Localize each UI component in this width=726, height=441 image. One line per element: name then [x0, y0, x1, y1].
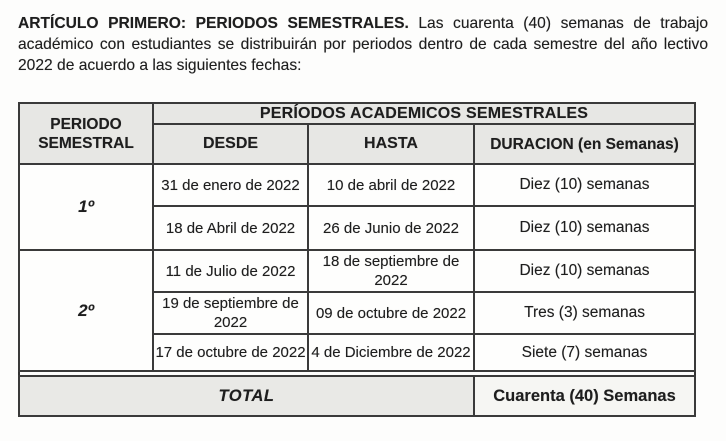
cell-p1r1-hasta: 10 de abril de 2022 [308, 164, 474, 206]
header-periodos-academicos-semestrales: PERÍODOS ACADEMICOS SEMESTRALES [153, 103, 695, 124]
cell-p2r1-hasta: 18 de septiembre de 2022 [308, 250, 474, 292]
intro-paragraph [0, 0, 726, 76]
cell-p1r2-duracion: Diez (10) semanas [474, 206, 695, 250]
table-row [19, 250, 695, 292]
cell-p2r2-desde: 19 de septiembre de 2022 [153, 292, 308, 334]
intro-paragraph-body: Las cuarenta (40) semanas de trabajo académico con estudiantes se distribuirán por periodos dentro de cada semestre del año lectivo 2022 de acuerdo a las siguientes fechas: [18, 15, 708, 74]
total-label: TOTAL [19, 376, 474, 416]
cell-period-2-label: 2º [19, 250, 153, 371]
header-desde: DESDE [153, 124, 308, 164]
table-row [19, 164, 695, 206]
cell-p1r2-hasta: 26 de Junio de 2022 [308, 206, 474, 250]
cell-p2r2-hasta: 09 de octubre de 2022 [308, 292, 474, 334]
cell-p1r1-desde: 31 de enero de 2022 [153, 164, 308, 206]
intro-paragraph-bold-lead: ARTÍCULO PRIMERO: PERIODOS SEMESTRALES. [18, 15, 409, 32]
cell-p1r2-desde: 18 de Abril de 2022 [153, 206, 308, 250]
total-row [19, 376, 695, 416]
cell-p2r1-duracion: Diez (10) semanas [474, 250, 695, 292]
cell-p2r3-desde: 17 de octubre de 2022 [153, 334, 308, 371]
cell-p2r1-desde: 11 de Julio de 2022 [153, 250, 308, 292]
header-periodo-semestral: PERIODO SEMESTRAL [19, 103, 153, 164]
semester-periods-table [18, 102, 696, 417]
cell-p1r1-duracion: Diez (10) semanas [474, 164, 695, 206]
header-duracion: DURACION (en Semanas) [474, 124, 695, 164]
header-row-group [19, 103, 695, 124]
cell-p2r3-duracion: Siete (7) semanas [474, 334, 695, 371]
header-hasta: HASTA [308, 124, 474, 164]
cell-period-1-label: 1º [19, 164, 153, 250]
total-value: Cuarenta (40) Semanas [474, 376, 695, 416]
cell-p2r3-hasta: 4 de Diciembre de 2022 [308, 334, 474, 371]
cell-p2r2-duracion: Tres (3) semanas [474, 292, 695, 334]
